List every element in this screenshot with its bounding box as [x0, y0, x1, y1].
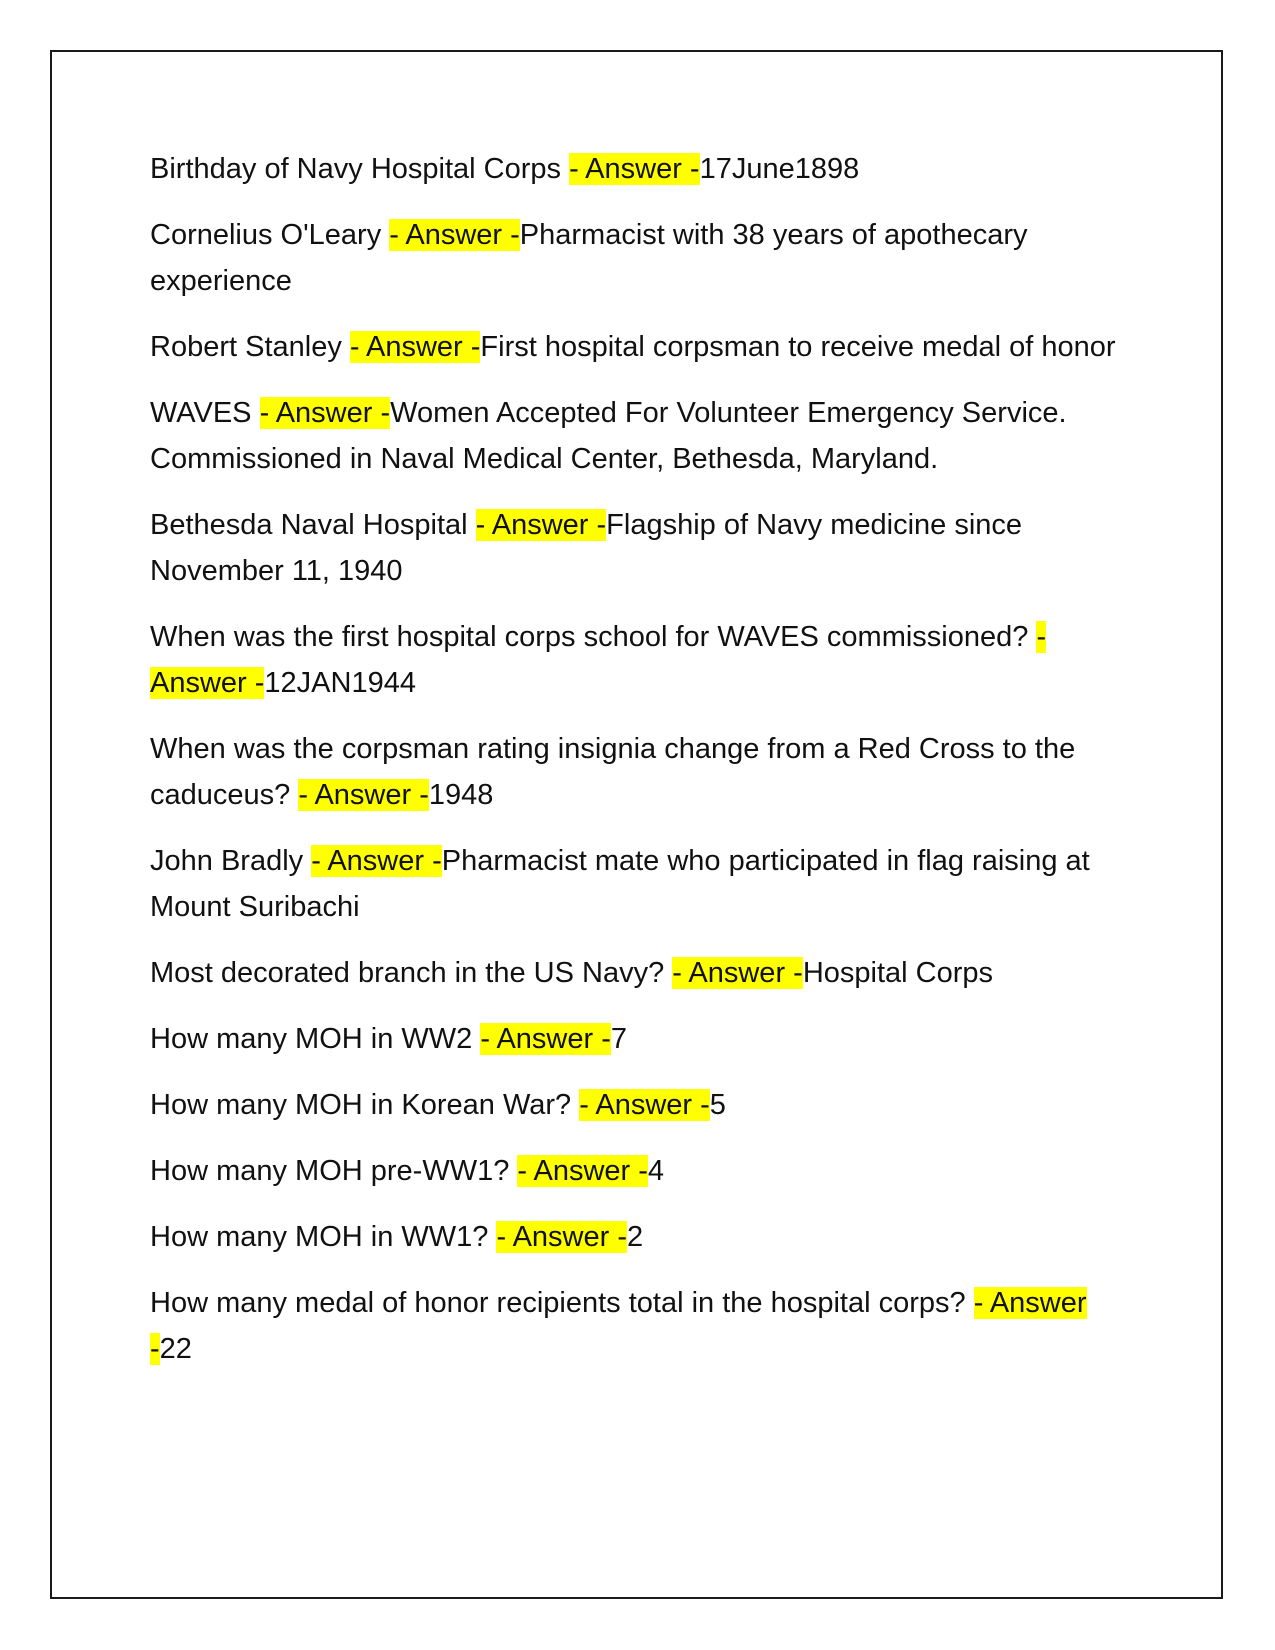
qa-list [150, 146, 1125, 1392]
answer-label: - Answer - [349, 331, 481, 363]
answer-text: First hospital corpsman to receive medal of honor [480, 331, 1116, 363]
qa-item [150, 502, 1125, 594]
qa-item [150, 950, 1125, 996]
answer-label: - Answer - [672, 957, 803, 989]
qa-item [150, 1082, 1125, 1128]
question-text: John Bradly [150, 845, 312, 877]
answer-label: - Answer - [311, 845, 442, 877]
answer-label: - Answer - [569, 153, 700, 185]
answer-text: Pharmacist with 38 years of apothecary experience [150, 219, 1028, 297]
answer-text: 4 [647, 1155, 665, 1187]
answer-text: 2 [626, 1221, 644, 1253]
answer-label: - Answer - [389, 219, 520, 251]
question-text: How many MOH pre-WW1? [150, 1155, 518, 1187]
question-text: Most decorated branch in the US Navy? [150, 957, 673, 989]
question-text: Birthday of Navy Hospital Corps [150, 153, 570, 185]
qa-item [150, 1016, 1125, 1062]
answer-label: - Answer - [298, 779, 429, 811]
question-text: Bethesda Naval Hospital [150, 509, 476, 541]
qa-item [150, 1148, 1125, 1194]
qa-item [150, 1280, 1125, 1372]
qa-item [150, 1214, 1125, 1260]
answer-text: Pharmacist mate who participated in flag raising at Mount Suribachi [150, 845, 1090, 923]
question-text: How many MOH in WW2 [150, 1023, 481, 1055]
answer-text: 5 [709, 1089, 726, 1121]
question-text: How many medal of honor recipients total in the hospital corps? [150, 1287, 974, 1319]
qa-item [150, 212, 1125, 304]
question-text: Cornelius O'Leary [150, 219, 390, 251]
question-text: WAVES [150, 397, 260, 429]
answer-label: - Answer - [579, 1089, 710, 1121]
qa-item [150, 614, 1125, 706]
qa-item [150, 838, 1125, 930]
answer-label: - Answer - [150, 621, 1047, 699]
answer-text: 22 [159, 1333, 192, 1365]
qa-item [150, 324, 1125, 370]
question-text: When was the first hospital corps school for WAVES commissioned? [150, 621, 1037, 653]
answer-label: - Answer - [150, 1287, 1087, 1365]
question-text: When was the corpsman rating insignia change from a Red Cross to the caduceus? [150, 733, 1076, 811]
answer-label: - Answer - [517, 1155, 648, 1187]
question-text: Robert Stanley [150, 331, 350, 363]
answer-label: - Answer - [496, 1221, 627, 1253]
qa-item [150, 726, 1125, 818]
answer-text: Women Accepted For Volunteer Emergency Service. Commissioned in Naval Medical Center, Bethesda, Maryland. [150, 397, 1067, 475]
answer-text: Flagship of Navy medicine since November 11, 1940 [150, 509, 1023, 587]
answer-label: - Answer - [480, 1023, 611, 1055]
answer-label: - Answer - [259, 397, 391, 429]
qa-item [150, 146, 1125, 192]
question-text: How many MOH in WW1? [150, 1221, 497, 1253]
answer-text: 12JAN1944 [264, 667, 416, 699]
answer-text: 17June1898 [699, 153, 860, 185]
answer-text: 1948 [428, 779, 494, 811]
answer-label: - Answer - [475, 509, 607, 541]
question-text: How many MOH in Korean War? [150, 1089, 580, 1121]
answer-text: Hospital Corps [802, 957, 993, 989]
answer-text: 7 [610, 1023, 627, 1055]
qa-item [150, 390, 1125, 482]
